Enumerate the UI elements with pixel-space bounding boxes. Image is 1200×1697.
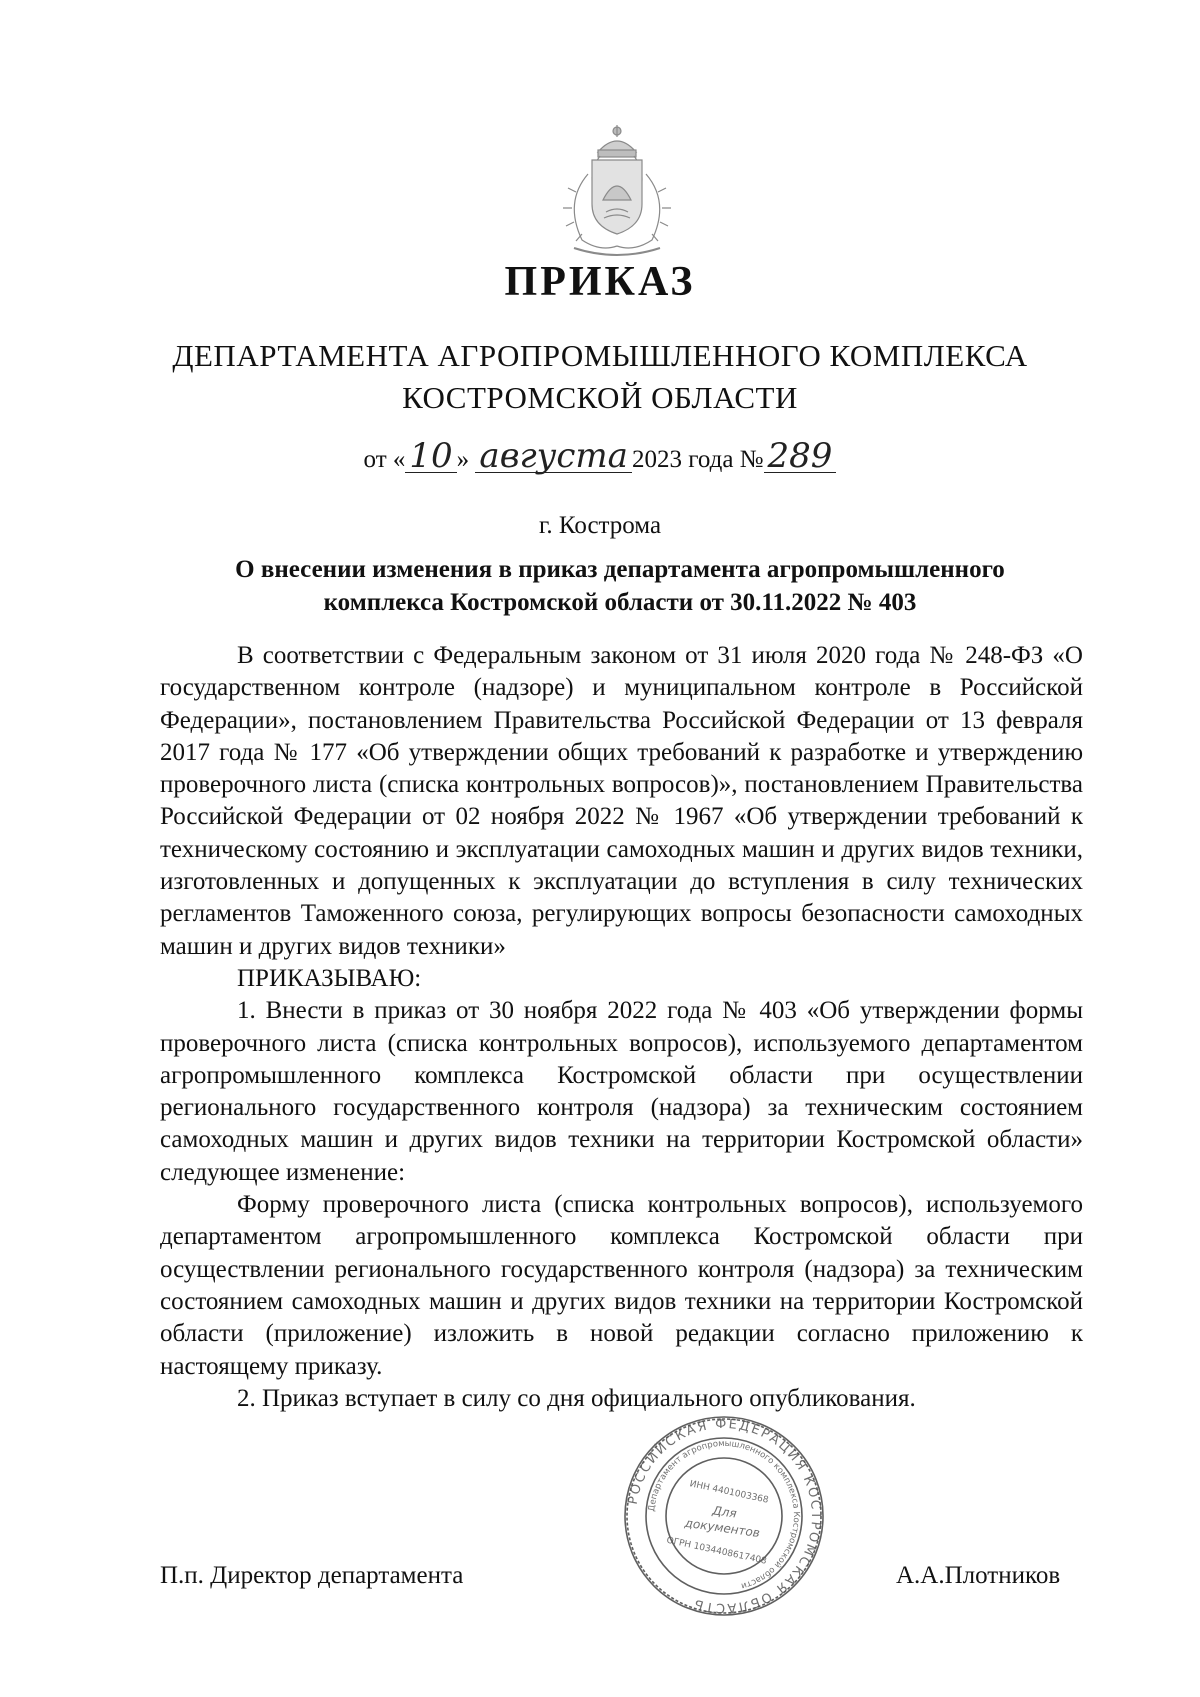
- handwritten-month: августа: [475, 440, 632, 473]
- paragraph-item-2: 2. Приказ вступает в силу со дня официального опубликования.: [237, 1384, 916, 1412]
- paragraph-item-1: 1. Внести в приказ от 30 ноября 2022 года № 403 «Об утверждении формы проверочного листа (списка контрольных вопросов), используемого департаментом агропромышленного комплекса Костромской области при осуществлении регионального государственного контроля (надзора) за техническим состоянием самоходных машин и других видов техники на территории Костромской области» следующее изменение:: [160, 997, 1083, 1186]
- department-name-line1: ДЕПАРТАМЕНТА АГРОПРОМЫШЛЕННОГО КОМПЛЕКСА: [172, 338, 1028, 373]
- coat-of-arms-emblem: [548, 122, 686, 262]
- svg-text:Для: Для: [711, 1503, 738, 1521]
- heading-line1: О внесении изменения в приказ департамента агропромышленного: [235, 556, 1005, 583]
- handwritten-order-number: 289: [764, 440, 837, 473]
- svg-text:документов: документов: [683, 1515, 761, 1541]
- svg-text:ОГРН 1034408617408: ОГРН 1034408617408: [665, 1535, 768, 1567]
- svg-text:Департамент агропромышленного: Департамент агропромышленного комплекса Костромской области: [647, 1438, 802, 1591]
- paragraph-item-1-text: Форму проверочного листа (списка контрольных вопросов), используемого департаментом агропромышленного комплекса Костромской области при осуществлении регионального государственного контроля (надзора) за техническим состоянием самоходных машин и других видов техники на территории Костромской области (приложение) изложить в новой редакции согласно приложению к настоящему приказу.: [160, 1191, 1083, 1380]
- svg-text:ИНН 4401003368: ИНН 4401003368: [688, 1479, 770, 1506]
- department-name: [0, 335, 1200, 419]
- city-line: г. Кострома: [538, 512, 662, 539]
- handwritten-day: 10: [405, 440, 456, 473]
- order-subject-heading: [160, 553, 1080, 619]
- order-date-line: [0, 436, 1200, 476]
- department-name-line2: КОСТРОМСКОЙ ОБЛАСТИ: [402, 380, 798, 415]
- paragraph-order-word: ПРИКАЗЫВАЮ:: [237, 964, 422, 992]
- official-seal-stamp: [622, 1412, 826, 1620]
- paragraph-preamble: В соответствии с Федеральным законом от 31 июля 2020 года № 248-ФЗ «О государственном контроле (надзоре) и муниципальном контроле в Российской Федерации», постановлением Правительства Российской Федерации от 13 февраля 2017 года № 177 «Об утверждении общих требований к разработке и утверждению проверочного листа (списка контрольных вопросов)», постановлением Правительства Российской Федерации от 02 ноября 2022 № 1967 «Об утверждении требований к техническому состоянию и эксплуатации самоходных машин и других видов техники, изготовленных и допущенных к эксплуатации до вступления в силу технических регламентов Таможенного союза, регулирующих вопросы безопасности самоходных машин и других видов техники»: [160, 642, 1083, 960]
- date-year-text: 2023 года №: [631, 446, 764, 473]
- signatory-name: А.А.Плотников: [896, 1562, 1061, 1589]
- order-body: [160, 640, 1083, 1415]
- heading-line2: комплекса Костромской области от 30.11.2022 № 403: [323, 589, 917, 616]
- svg-text:РОССИЙСКАЯ ФЕДЕРАЦИЯ КОСТРОМ: РОССИЙСКАЯ ФЕДЕРАЦИЯ КОСТРОМСКАЯ ОБЛАСТЬ: [625, 1416, 824, 1616]
- date-prefix: от «: [363, 446, 406, 473]
- date-mid: »: [456, 446, 470, 473]
- signatory-position: П.п. Директор департамента: [160, 1562, 464, 1589]
- document-title: ПРИКАЗ: [504, 259, 696, 305]
